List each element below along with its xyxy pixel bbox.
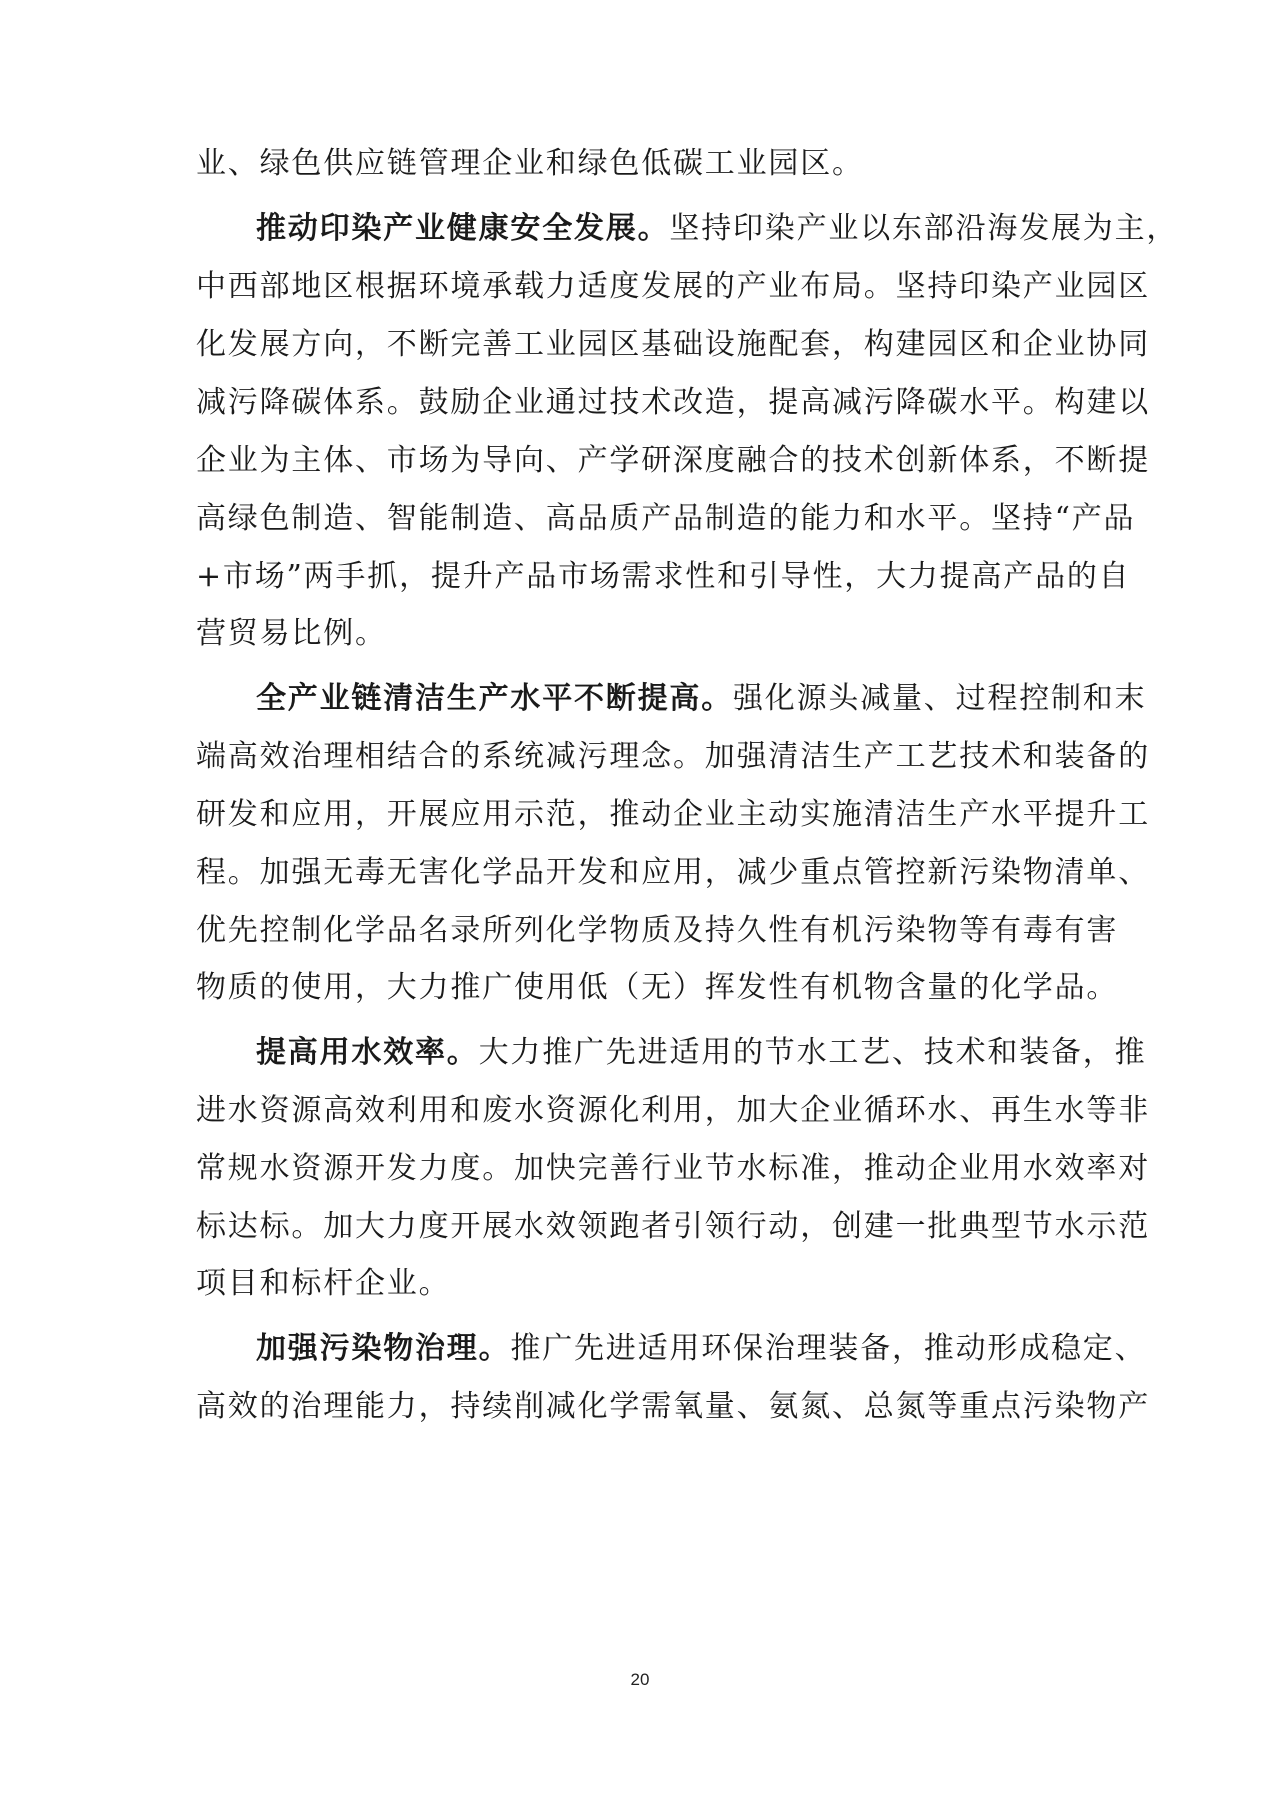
section-first-line (256, 207, 1179, 251)
section-heading: 全产业链清洁生产水平不断提高。 (256, 681, 733, 716)
paragraph-line: 优先控制化学品名录所列化学物质及持久性有机污染物等有毒有害 (196, 913, 1119, 948)
paragraph-line: 程。加强无毒无害化学品开发和应用，减少重点管控新污染物清单、 (196, 855, 1150, 890)
section-text: 推广先进适用环保治理装备，推动形成稳定、 (510, 1331, 1147, 1366)
paragraph-line: 业、绿色供应链管理企业和绿色低碳工业园区。 (196, 146, 864, 181)
paragraph-line: 进水资源高效利用和废水资源化利用，加大企业循环水、再生水等非 (196, 1093, 1150, 1128)
section-first-line (256, 677, 1156, 721)
paragraph-line: 企业为主体、市场为导向、产学研深度融合的技术创新体系，不断提 (196, 443, 1150, 478)
paragraph-line: 物质的使用，大力推广使用低（无）挥发性有机物含量的化学品。 (196, 970, 1119, 1005)
section-text: 大力推广先进适用的节水工艺、技术和装备，推 (478, 1035, 1147, 1070)
page-number: 20 (630, 1670, 650, 1689)
paragraph-line: 减污降碳体系。鼓励企业通过技术改造，提高减污降碳水平。构建以 (196, 385, 1150, 420)
section-heading: 加强污染物治理。 (256, 1331, 511, 1366)
section-heading: 提高用水效率。 (256, 1035, 479, 1070)
section-first-line (256, 1327, 1156, 1371)
paragraph-line: 研发和应用，开展应用示范，推动企业主动实施清洁生产水平提升工 (196, 797, 1150, 832)
paragraph-line: 中西部地区根据环境承载力适度发展的产业布局。坚持印染产业园区 (196, 269, 1150, 304)
section-text: 坚持印染产业以东部沿海发展为主， (669, 211, 1179, 246)
paragraph-line: 端高效治理相结合的系统减污理念。加强清洁生产工艺技术和装备的 (196, 739, 1150, 774)
section-first-line (256, 1031, 1156, 1075)
paragraph-line: +市场”两手抓，提升产品市场需求性和引导性，大力提高产品的自 (196, 559, 1131, 594)
section-heading: 推动印染产业健康安全发展。 (256, 211, 670, 246)
paragraph-line: 标达标。加大力度开展水效领跑者引领行动，创建一批典型节水示范 (196, 1209, 1150, 1244)
paragraph-line: 项目和标杆企业。 (196, 1266, 451, 1301)
paragraph-line: 常规水资源开发力度。加快完善行业节水标准，推动企业用水效率对 (196, 1151, 1150, 1186)
paragraph-line: 化发展方向，不断完善工业园区基础设施配套，构建园区和企业协同 (196, 327, 1150, 362)
paragraph-line: 营贸易比例。 (196, 616, 387, 651)
paragraph-line: 高效的治理能力，持续削减化学需氧量、氨氮、总氮等重点污染物产 (196, 1389, 1150, 1424)
paragraph-line: 高绿色制造、智能制造、高品质产品制造的能力和水平。坚持“产品 (196, 501, 1136, 536)
section-text: 强化源头减量、过程控制和末 (733, 681, 1147, 716)
